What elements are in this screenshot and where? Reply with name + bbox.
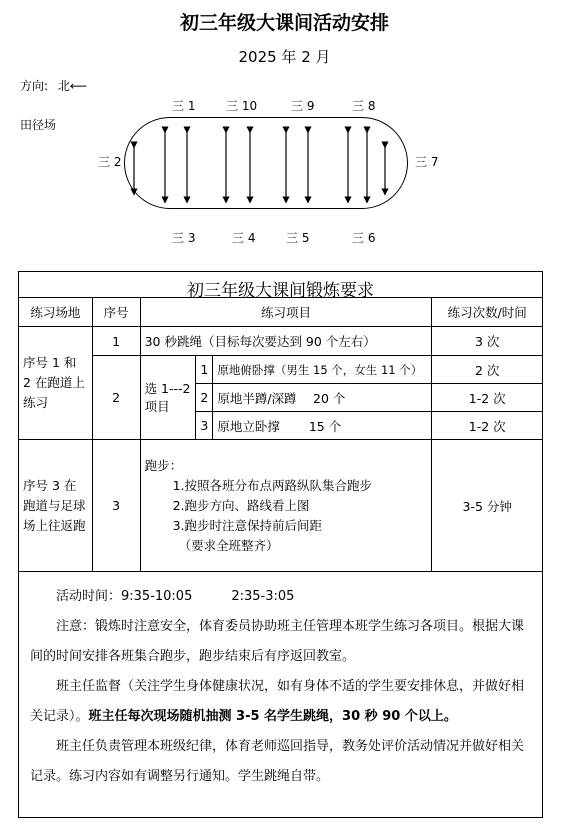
header-times: 练习次数/时间 — [432, 298, 543, 327]
sub-times: 2 次 — [432, 356, 543, 384]
class-label-4: 三 4 — [232, 231, 256, 245]
row-no: 1 — [92, 327, 140, 356]
page-title: 初三年级大课间活动安排 — [179, 12, 389, 34]
direction-value: 北 — [57, 79, 70, 93]
sub-item: 原地立卧撑 15 个 — [213, 412, 432, 440]
attention-note: 注意：锻炼时注意安全，体育委员协助班主任管理本班学生练习各项目。根据大课间的时间安排各班集合跑步，跑步结束后有序返回教室。 — [30, 619, 525, 664]
choose-cell: 选 1---2 项目 — [140, 356, 196, 440]
run-step: 3.跑步时注意保持前后间距 — [172, 517, 323, 533]
header-item: 练习项目 — [140, 298, 432, 327]
supervise-bold-text: 班主任每次现场随机抽测 3-5 名学生跳绳，30 秒 90 个以上。 — [88, 709, 457, 724]
class-label-8: 三 8 — [352, 99, 376, 113]
requirements-title: 初三年级大课间锻炼要求 — [187, 281, 374, 301]
direction-label: 方向: — [20, 79, 49, 93]
place-cell-1: 序号 1 和 2 在跑道上练习 — [19, 327, 93, 440]
header-no: 序号 — [92, 298, 140, 327]
sub-item: 原地半蹲/深蹲 20 个 — [213, 384, 432, 412]
class-label-5: 三 5 — [286, 231, 310, 245]
run-step: 2.跑步方向、路线看上图 — [172, 497, 310, 513]
row-times: 3-5 分钟 — [432, 440, 543, 572]
field-label: 田径场 — [20, 118, 57, 132]
page-date: 2025 年 2 月 — [238, 48, 331, 66]
sub-no: 3 — [196, 412, 213, 440]
track-arrows — [0, 0, 569, 260]
activity-time: 活动时间：9:35-10:05 2:35-3:05 — [56, 589, 295, 604]
class-label-9: 三 9 — [291, 99, 315, 113]
run-lead: 跑步： — [144, 457, 183, 473]
table-row — [19, 327, 543, 356]
row-item: 30 秒跳绳（目标每次要达到 90 个左右） — [140, 327, 432, 356]
row-no: 3 — [92, 440, 140, 572]
supervise-text: 班主任监督（关注学生身体健康状况，如有身体不适的学生要安排休息，并做好相关记录）。 — [30, 679, 525, 724]
supervise-note — [30, 672, 535, 732]
notes-section — [30, 582, 535, 792]
table-header-row — [19, 298, 543, 327]
class-label-1: 三 1 — [172, 99, 196, 113]
table-row — [19, 440, 543, 572]
class-label-3: 三 3 — [172, 231, 196, 245]
table-row — [19, 356, 543, 384]
requirements-table — [18, 297, 543, 572]
run-step: 1.按照各班分布点两路纵队集合跑步 — [172, 477, 373, 493]
sub-no: 1 — [196, 356, 213, 384]
class-label-10: 三 10 — [226, 99, 258, 113]
sub-item: 原地俯卧撑（男生 15 个，女生 11 个） — [213, 356, 432, 384]
run-note: （要求全班整齐） — [178, 537, 279, 553]
class-label-7: 三 7 — [415, 155, 439, 169]
class-label-6: 三 6 — [352, 231, 376, 245]
north-arrow-icon: ⟵ — [69, 79, 88, 93]
sub-times: 1-2 次 — [432, 384, 543, 412]
row-no: 2 — [92, 356, 140, 440]
row-times: 3 次 — [432, 327, 543, 356]
sub-no: 2 — [196, 384, 213, 412]
manage-note: 班主任负责管理本班级纪律，体育老师巡回指导，教务处评价活动情况并做好相关记录。练习内容如有调整另行通知。学生跳绳自带。 — [30, 739, 525, 784]
header-place: 练习场地 — [19, 298, 93, 327]
place-cell-2: 序号 3 在跑道与足球场上往返跑 — [19, 440, 93, 572]
sub-times: 1-2 次 — [432, 412, 543, 440]
class-label-2: 三 2 — [98, 155, 122, 169]
run-item-cell — [140, 440, 432, 572]
